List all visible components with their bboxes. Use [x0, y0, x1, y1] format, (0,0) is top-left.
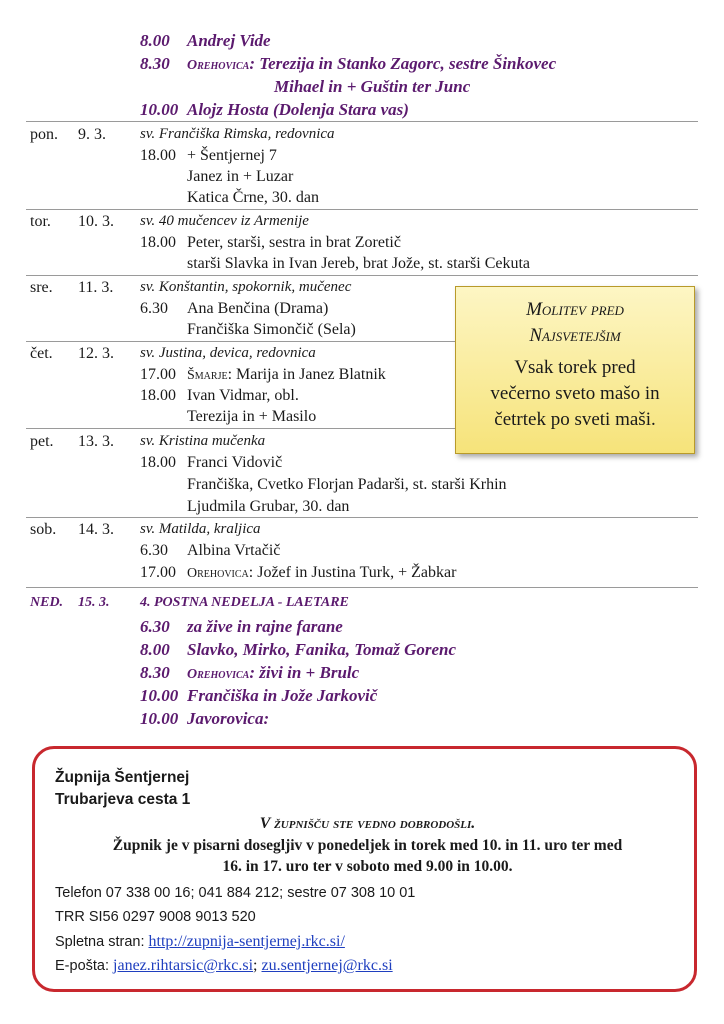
saint-of-day: sv. Kristina mučenka	[140, 433, 266, 449]
mass-intention: Ivan Vidmar, obl.	[187, 387, 299, 404]
divider	[26, 517, 698, 518]
saint-of-day: sv. Frančiška Rimska, redovnica	[140, 126, 335, 142]
website-row	[55, 931, 345, 953]
mass-intention: Albina Vrtačič	[187, 542, 281, 559]
mass-place: Orehovica	[187, 58, 250, 73]
callout-title-line: Najsvetejšim	[529, 325, 621, 346]
mass-time: 18.00	[140, 234, 176, 251]
mass-intention: Frančiška Simončič (Sela)	[187, 321, 356, 338]
mass-intention: : Terezija in Stanko Zagorc, sestre Šinkovec	[249, 54, 557, 73]
mass-intention: Frančiška in Jože Jarkovič	[187, 686, 378, 705]
mass-intention: Janez in + Luzar	[187, 168, 294, 185]
mass-time: 6.30	[140, 300, 168, 317]
mass-intention: za žive in rajne farane	[187, 617, 343, 636]
divider	[26, 121, 698, 122]
day-date: 10. 3.	[78, 213, 114, 230]
saint-of-day: sv. Matilda, kraljica	[140, 521, 261, 537]
divider	[26, 428, 456, 429]
bank-account: TRR SI56 0297 9008 9013 520	[55, 909, 256, 925]
mass-time: 8.30	[140, 54, 170, 73]
mass-intention: Peter, starši, sestra in brat Zoretič	[187, 234, 401, 251]
mass-place: Orehovica	[187, 667, 250, 682]
day-name: sob.	[30, 521, 57, 538]
mass-intention: Andrej Vide	[187, 31, 271, 50]
parish-address: Trubarjeva cesta 1	[55, 791, 191, 808]
mass-time: 18.00	[140, 387, 176, 404]
mass-place: Šmarje	[187, 368, 228, 383]
mass-intention: : Jožef in Justina Turk, + Žabkar	[248, 564, 457, 581]
office-hours-line: 16. in 17. uro ter v soboto med 9.00 in 10.00.	[222, 858, 513, 875]
day-date: 11. 3.	[78, 279, 114, 296]
mass-intention: Terezija in + Masilo	[187, 408, 317, 425]
mass-time: 8.00	[140, 640, 170, 659]
website-label: Spletna stran:	[55, 934, 149, 950]
mass-time: 6.30	[140, 542, 168, 559]
mass-intention: Alojz Hosta (Dolenja Stara vas)	[187, 100, 409, 119]
day-name: sre.	[30, 279, 53, 296]
mass-intention: Slavko, Mirko, Fanika, Tomaž Gorenc	[187, 640, 457, 659]
mass-time: 18.00	[140, 147, 176, 164]
email-row	[55, 955, 393, 977]
mass-time: 10.00	[140, 100, 179, 119]
callout-body-line: večerno sveto mašo in	[490, 383, 660, 404]
mass-intention: Ana Benčina (Drama)	[187, 300, 329, 317]
mass-intention: + Šentjernej 7	[187, 147, 277, 164]
mass-intention: : živi in + Brulc	[249, 663, 360, 682]
mass-intention: Franci Vidovič	[187, 454, 283, 471]
divider	[26, 341, 456, 342]
mass-time: 8.00	[140, 31, 170, 50]
mass-time: 10.00	[140, 709, 179, 728]
day-date: 14. 3.	[78, 521, 114, 538]
day-date: 13. 3.	[78, 433, 114, 450]
mass-intention: : Marija in Janez Blatnik	[227, 366, 386, 383]
day-name: pon.	[30, 126, 58, 143]
mass-time: 6.30	[140, 617, 170, 636]
mass-place: Orehovica	[187, 566, 249, 581]
adoration-callout	[455, 286, 695, 454]
email-link-parish[interactable]: zu.sentjernej@rkc.si	[261, 957, 393, 974]
website-link[interactable]: http://zupnija-sentjernej.rkc.si/	[148, 933, 345, 950]
day-date: 12. 3.	[78, 345, 114, 362]
mass-time: 8.30	[140, 663, 170, 682]
email-separator: ;	[253, 957, 262, 974]
mass-intention: Mihael in + Guštin ter Junc	[274, 77, 471, 96]
saint-of-day: sv. Konštantin, spokornik, mučenec	[140, 279, 352, 295]
mass-intention: Javorovica:	[187, 709, 270, 728]
parish-info-box	[32, 746, 697, 992]
day-name: čet.	[30, 345, 53, 362]
divider	[26, 275, 698, 276]
mass-time: 18.00	[140, 454, 176, 471]
saint-of-day: sv. 40 mučencev iz Armenije	[140, 213, 309, 229]
day-date: 9. 3.	[78, 126, 106, 143]
email-link-priest[interactable]: janez.rihtarsic@rkc.si	[113, 957, 254, 974]
sunday-title: 4. POSTNA NEDELJA - LAETARE	[140, 595, 349, 610]
mass-intention: Frančiška, Cvetko Florjan Padarši, st. starši Krhin	[187, 476, 507, 493]
callout-body-line: Vsak torek pred	[514, 357, 636, 378]
divider	[26, 587, 698, 588]
email-label: E-pošta:	[55, 958, 114, 974]
mass-intention: starši Slavka in Ivan Jereb, brat Jože, st. starši Cekuta	[187, 255, 531, 272]
day-name: tor.	[30, 213, 51, 230]
callout-body-line: četrtek po sveti maši.	[494, 409, 656, 430]
mass-time: 17.00	[140, 366, 176, 383]
office-hours-line: Župnik je v pisarni dosegljiv v ponedeljek in torek med 10. in 11. uro ter med	[112, 837, 623, 854]
mass-intention: Ljudmila Grubar, 30. dan	[187, 498, 350, 515]
mass-time: 17.00	[140, 564, 176, 581]
phone-numbers: Telefon 07 338 00 16; 041 884 212; sestre 07 308 10 01	[55, 885, 416, 901]
mass-intention: Katica Črne, 30. dan	[187, 189, 319, 206]
divider	[26, 209, 698, 210]
parish-name: Župnija Šentjernej	[55, 769, 190, 786]
day-name: pet.	[30, 433, 54, 450]
welcome-text: V župnišču ste vedno dobrodošli.	[259, 815, 476, 832]
mass-time: 10.00	[140, 686, 179, 705]
day-name: NED.	[30, 595, 64, 610]
callout-title-line: Molitev pred	[526, 299, 624, 320]
saint-of-day: sv. Justina, devica, redovnica	[140, 345, 316, 361]
day-date: 15. 3.	[78, 595, 110, 610]
